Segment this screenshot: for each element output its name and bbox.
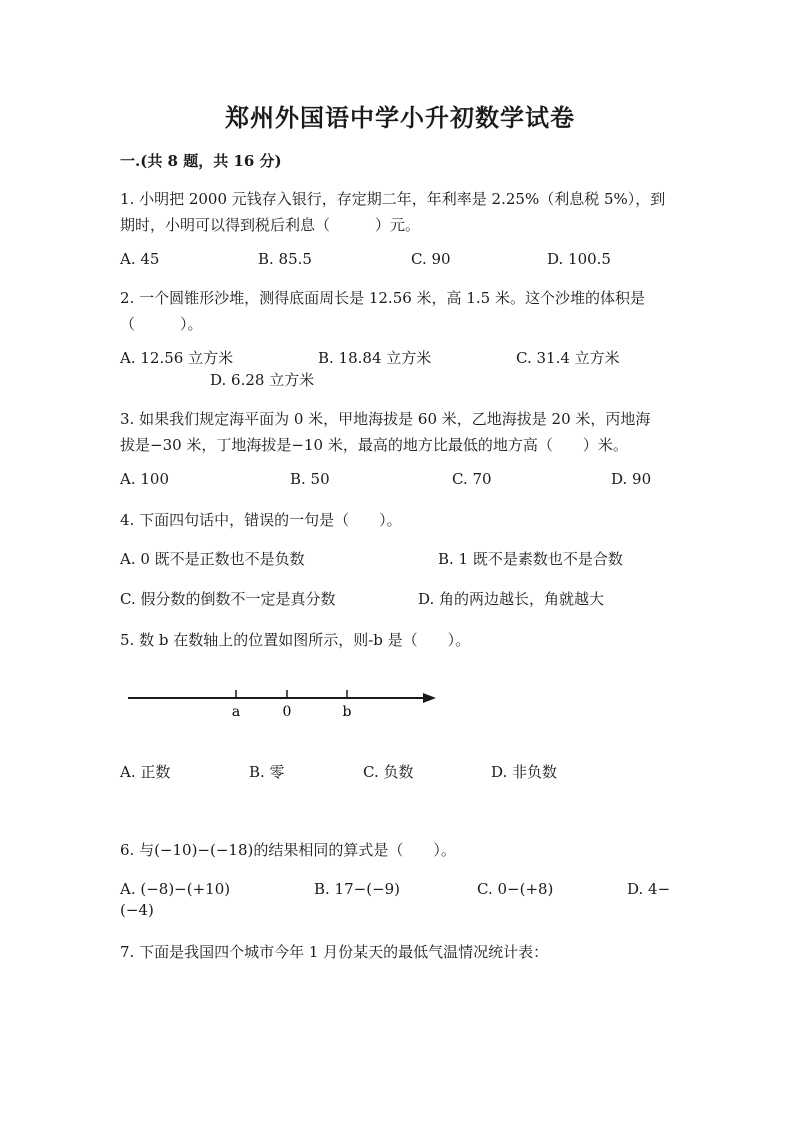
option-a[interactable]: A. 12.56 立方米 bbox=[120, 349, 234, 367]
option-b[interactable]: B. 1 既不是素数也不是合数 bbox=[438, 550, 623, 568]
option-a[interactable]: A. 0 既不是正数也不是负数 bbox=[120, 550, 305, 568]
question-text-line: 6. 与(−10)−(−18)的结果相同的算式是（ ）。 bbox=[120, 841, 456, 859]
option-b[interactable]: B. 18.84 立方米 bbox=[318, 349, 432, 367]
option-d[interactable]: D. 6.28 立方米 bbox=[210, 371, 315, 389]
question-4 bbox=[120, 507, 680, 533]
question-7 bbox=[120, 939, 680, 965]
question-text-line: 2. 一个圆锥形沙堆，测得底面周长是 12.56 米，高 1.5 米。这个沙堆的体积是 bbox=[120, 289, 645, 307]
option-b[interactable]: B. 17−(−9) bbox=[314, 880, 401, 898]
number-line-diagram bbox=[120, 680, 450, 720]
option-c[interactable]: C. 0−(+8) bbox=[477, 880, 554, 898]
question-text-line: 1. 小明把 2000 元钱存入银行，存定期二年，年利率是 2.25%（利息税 5%），到 bbox=[120, 190, 666, 208]
question-3 bbox=[120, 406, 680, 458]
label-a: a bbox=[231, 704, 241, 720]
section-heading: 一.(共 8 题，共 16 分) bbox=[120, 152, 282, 170]
question-6 bbox=[120, 837, 680, 863]
option-d[interactable]: D. 角的两边越长，角就越大 bbox=[418, 590, 605, 608]
option-b[interactable]: B. 零 bbox=[249, 763, 285, 781]
option-a[interactable]: A. 45 bbox=[120, 250, 160, 268]
option-b[interactable]: B. 85.5 bbox=[258, 250, 312, 268]
option-a[interactable]: A. 正数 bbox=[120, 763, 171, 781]
option-c[interactable]: C. 70 bbox=[452, 470, 492, 488]
question-text-line: （ ）。 bbox=[120, 315, 203, 333]
option-d[interactable]: D. 4− bbox=[627, 880, 671, 898]
arrow-head-icon bbox=[423, 693, 436, 703]
exam-title: 郑州外国语中学小升初数学试卷 bbox=[225, 103, 575, 132]
option-c[interactable]: C. 假分数的倒数不一定是真分数 bbox=[120, 590, 336, 608]
option-b[interactable]: B. 50 bbox=[290, 470, 330, 488]
question-text-line: 7. 下面是我国四个城市今年 1 月份某天的最低气温情况统计表： bbox=[120, 943, 549, 961]
option-d[interactable]: D. 非负数 bbox=[491, 763, 558, 781]
question-text-line: 期时，小明可以得到税后利息（ ）元。 bbox=[120, 216, 421, 234]
question-text-line: 拔是−30 米，丁地海拔是−10 米，最高的地方比最低的地方高（ ）米。 bbox=[120, 436, 628, 454]
option-d[interactable]: D. 90 bbox=[611, 470, 652, 488]
option-a[interactable]: A. (−8)−(+10) bbox=[120, 880, 231, 898]
question-text-line: 5. 数 b 在数轴上的位置如图所示，则-b 是（ ）。 bbox=[120, 631, 471, 649]
option-d[interactable]: D. 100.5 bbox=[547, 250, 611, 268]
option-c[interactable]: C. 31.4 立方米 bbox=[516, 349, 620, 367]
question-5 bbox=[120, 627, 680, 653]
option-c[interactable]: C. 负数 bbox=[363, 763, 414, 781]
option-a[interactable]: A. 100 bbox=[120, 470, 169, 488]
label-b: b bbox=[342, 704, 352, 720]
option-d-continued: (−4) bbox=[120, 901, 154, 919]
question-1 bbox=[120, 186, 680, 238]
question-text-line: 3. 如果我们规定海平面为 0 米，甲地海拔是 60 米，乙地海拔是 20 米，丙地海 bbox=[120, 410, 651, 428]
question-2 bbox=[120, 285, 680, 337]
label-zero: 0 bbox=[282, 704, 292, 720]
question-text-line: 4. 下面四句话中，错误的一句是（ ）。 bbox=[120, 511, 402, 529]
option-c[interactable]: C. 90 bbox=[411, 250, 451, 268]
